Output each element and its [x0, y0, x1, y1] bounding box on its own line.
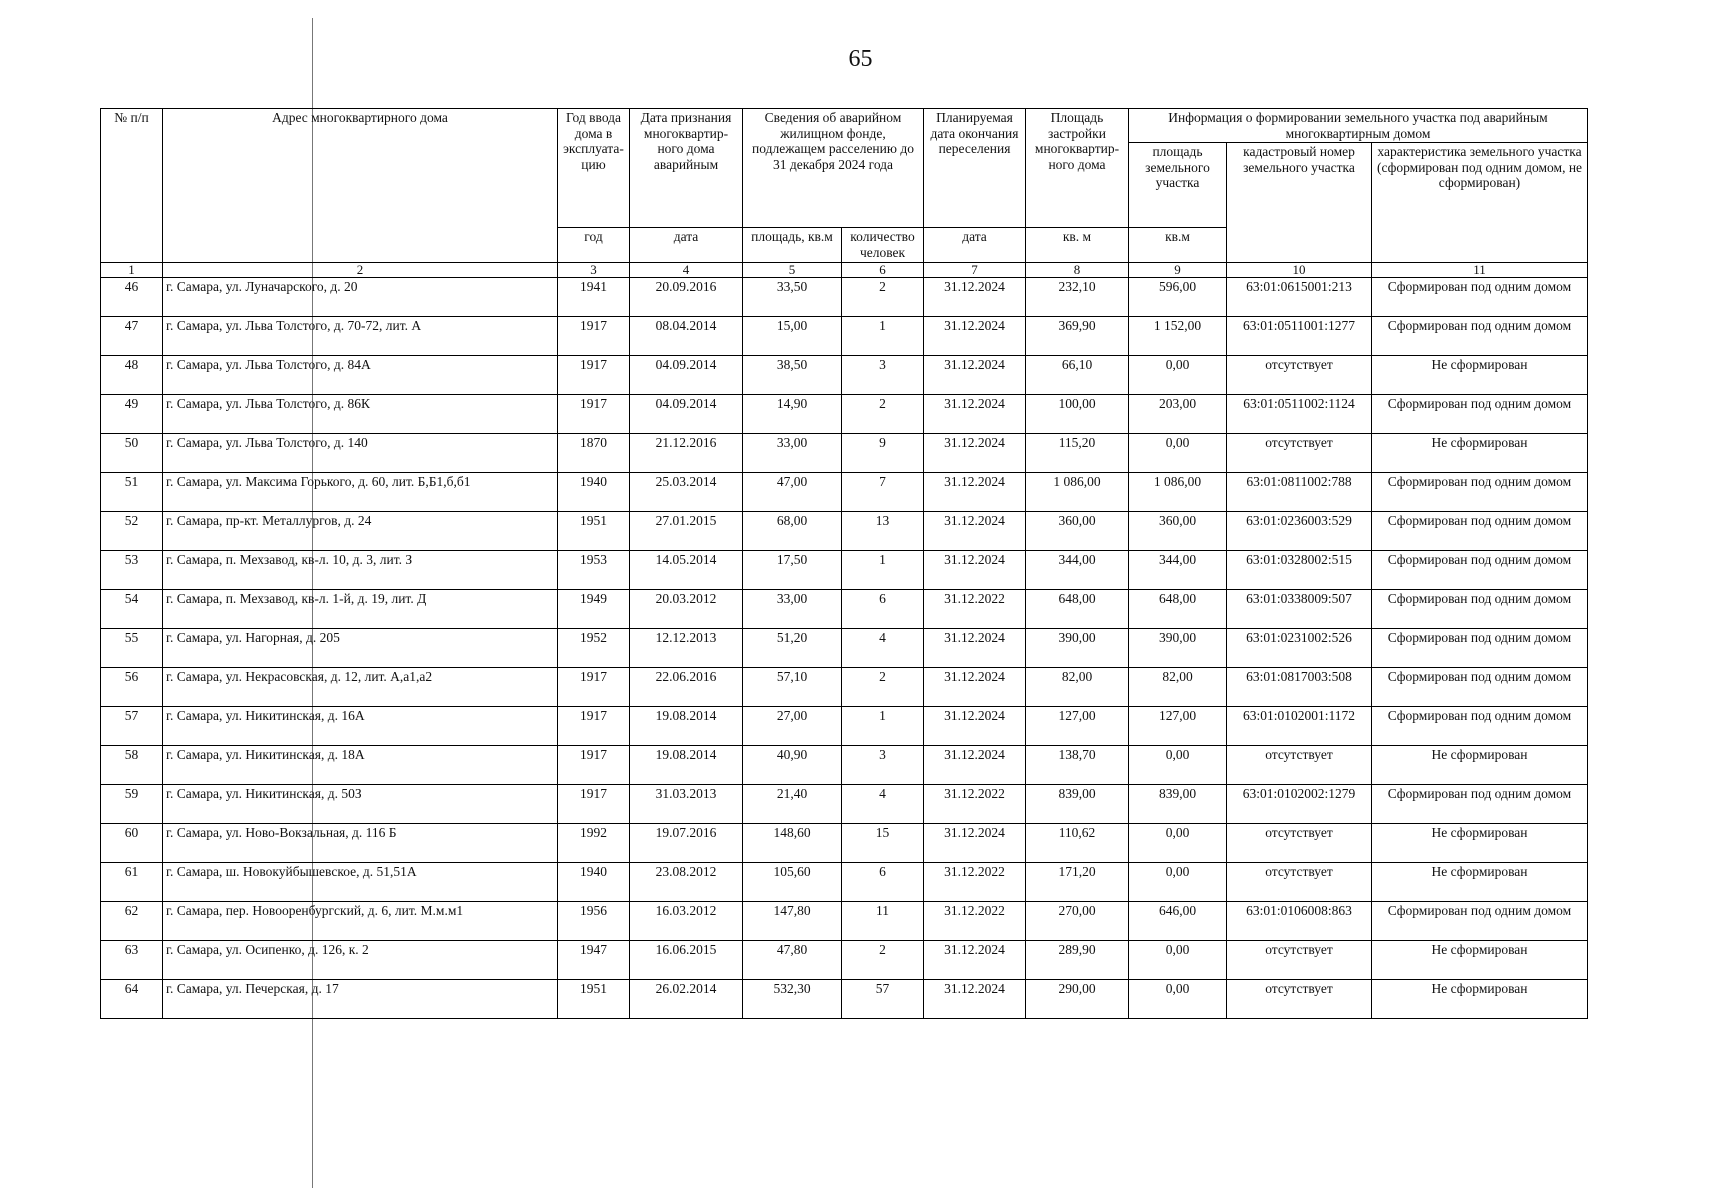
table-row — [101, 668, 1588, 707]
area: 33,00 — [743, 434, 842, 473]
area: 147,80 — [743, 902, 842, 941]
area: 38,50 — [743, 356, 842, 395]
building-area: 344,00 — [1026, 551, 1129, 590]
land-area: 127,00 — [1129, 707, 1227, 746]
table-row — [101, 863, 1588, 902]
year-commissioned: 1917 — [558, 356, 630, 395]
resettlement-date: 31.12.2022 — [924, 590, 1026, 629]
address: г. Самара, ул. Осипенко, д. 126, к. 2 — [163, 941, 558, 980]
cadastral-number: отсутствует — [1227, 980, 1372, 1019]
emergency-date: 20.09.2016 — [630, 278, 743, 317]
area: 105,60 — [743, 863, 842, 902]
column-number: 5 — [743, 263, 842, 278]
cadastral-number: 63:01:0817003:508 — [1227, 668, 1372, 707]
header-address: Адрес многоквартирного дома — [163, 109, 558, 228]
unit-resettlement-date: дата — [924, 228, 1026, 263]
land-area: 344,00 — [1129, 551, 1227, 590]
land-characteristic: Не сформирован — [1372, 980, 1588, 1019]
land-characteristic: Сформирован под одним домом — [1372, 668, 1588, 707]
year-commissioned: 1951 — [558, 980, 630, 1019]
unit-num — [101, 228, 163, 263]
address: г. Самара, ул. Ново-Вокзальная, д. 116 Б — [163, 824, 558, 863]
year-commissioned: 1917 — [558, 707, 630, 746]
resettlement-date: 31.12.2024 — [924, 707, 1026, 746]
unit-area: площадь, кв.м — [743, 228, 842, 263]
address: г. Самара, ул. Льва Толстого, д. 140 — [163, 434, 558, 473]
people-count: 15 — [842, 824, 924, 863]
header-cadastral: кадастровый номер земельного участка — [1227, 143, 1372, 228]
column-number: 8 — [1026, 263, 1129, 278]
land-characteristic: Сформирован под одним домом — [1372, 707, 1588, 746]
table-row — [101, 824, 1588, 863]
address: г. Самара, ул. Никитинская, д. 18А — [163, 746, 558, 785]
cadastral-number: 63:01:0236003:529 — [1227, 512, 1372, 551]
resettlement-date: 31.12.2024 — [924, 434, 1026, 473]
header-emergency-date: Дата признания многоквартир-ного дома аварийным — [630, 109, 743, 228]
cadastral-number: 63:01:0811002:788 — [1227, 473, 1372, 512]
header-land-area: площадь земельного участка — [1129, 143, 1227, 228]
address: г. Самара, п. Мехзавод, кв-л. 10, д. 3, лит. З — [163, 551, 558, 590]
row-number: 47 — [101, 317, 163, 356]
cadastral-number: 63:01:0231002:526 — [1227, 629, 1372, 668]
building-area: 360,00 — [1026, 512, 1129, 551]
land-area: 0,00 — [1129, 980, 1227, 1019]
building-area: 1 086,00 — [1026, 473, 1129, 512]
land-area: 0,00 — [1129, 356, 1227, 395]
people-count: 7 — [842, 473, 924, 512]
emergency-date: 08.04.2014 — [630, 317, 743, 356]
area: 15,00 — [743, 317, 842, 356]
cadastral-number: 63:01:0511002:1124 — [1227, 395, 1372, 434]
people-count: 6 — [842, 590, 924, 629]
table-row — [101, 395, 1588, 434]
column-number: 9 — [1129, 263, 1227, 278]
people-count: 6 — [842, 863, 924, 902]
unit-people: количество человек — [842, 228, 924, 263]
people-count: 1 — [842, 707, 924, 746]
cadastral-number: отсутствует — [1227, 356, 1372, 395]
row-number: 59 — [101, 785, 163, 824]
emergency-date: 14.05.2014 — [630, 551, 743, 590]
resettlement-date: 31.12.2024 — [924, 629, 1026, 668]
land-area: 648,00 — [1129, 590, 1227, 629]
land-area: 390,00 — [1129, 629, 1227, 668]
year-commissioned: 1947 — [558, 941, 630, 980]
area: 21,40 — [743, 785, 842, 824]
emergency-date: 19.08.2014 — [630, 707, 743, 746]
cadastral-number: 63:01:0511001:1277 — [1227, 317, 1372, 356]
land-area: 0,00 — [1129, 434, 1227, 473]
land-characteristic: Сформирован под одним домом — [1372, 629, 1588, 668]
cadastral-number: 63:01:0328002:515 — [1227, 551, 1372, 590]
emergency-date: 04.09.2014 — [630, 395, 743, 434]
building-area: 66,10 — [1026, 356, 1129, 395]
people-count: 3 — [842, 746, 924, 785]
land-characteristic: Сформирован под одним домом — [1372, 512, 1588, 551]
area: 47,80 — [743, 941, 842, 980]
resettlement-date: 31.12.2024 — [924, 317, 1026, 356]
land-characteristic: Сформирован под одним домом — [1372, 590, 1588, 629]
table-body — [101, 278, 1588, 1019]
people-count: 11 — [842, 902, 924, 941]
emergency-date: 12.12.2013 — [630, 629, 743, 668]
area: 57,10 — [743, 668, 842, 707]
header-resettlement-date: Планируемая дата окончания переселения — [924, 109, 1026, 228]
address: г. Самара, ул. Печерская, д. 17 — [163, 980, 558, 1019]
year-commissioned: 1917 — [558, 668, 630, 707]
address: г. Самара, ул. Льва Толстого, д. 86К — [163, 395, 558, 434]
unit-year: год — [558, 228, 630, 263]
table-row — [101, 746, 1588, 785]
year-commissioned: 1949 — [558, 590, 630, 629]
emergency-date: 04.09.2014 — [630, 356, 743, 395]
resettlement-date: 31.12.2024 — [924, 551, 1026, 590]
year-commissioned: 1952 — [558, 629, 630, 668]
unit-address — [163, 228, 558, 263]
cadastral-number: 63:01:0102002:1279 — [1227, 785, 1372, 824]
address: г. Самара, ул. Льва Толстого, д. 84А — [163, 356, 558, 395]
address: г. Самара, ул. Никитинская, д. 16А — [163, 707, 558, 746]
people-count: 3 — [842, 356, 924, 395]
header-land-info: Информация о формировании земельного участка под аварийным многоквартирным домом — [1129, 109, 1588, 143]
resettlement-date: 31.12.2024 — [924, 668, 1026, 707]
year-commissioned: 1951 — [558, 512, 630, 551]
land-characteristic: Сформирован под одним домом — [1372, 902, 1588, 941]
building-area: 127,00 — [1026, 707, 1129, 746]
emergency-date: 22.06.2016 — [630, 668, 743, 707]
resettlement-date: 31.12.2024 — [924, 395, 1026, 434]
page-number: 65 — [848, 46, 873, 72]
people-count: 57 — [842, 980, 924, 1019]
row-number: 48 — [101, 356, 163, 395]
year-commissioned: 1870 — [558, 434, 630, 473]
land-characteristic: Не сформирован — [1372, 356, 1588, 395]
people-count: 13 — [842, 512, 924, 551]
building-area: 138,70 — [1026, 746, 1129, 785]
land-characteristic: Не сформирован — [1372, 941, 1588, 980]
address: г. Самара, ул. Максима Горького, д. 60, лит. Б,Б1,б,б1 — [163, 473, 558, 512]
address: г. Самара, пр-кт. Металлургов, д. 24 — [163, 512, 558, 551]
building-area: 115,20 — [1026, 434, 1129, 473]
emergency-date: 16.06.2015 — [630, 941, 743, 980]
land-characteristic: Не сформирован — [1372, 863, 1588, 902]
building-area: 171,20 — [1026, 863, 1129, 902]
resettlement-date: 31.12.2024 — [924, 278, 1026, 317]
address: г. Самара, ул. Некрасовская, д. 12, лит. А,а1,а2 — [163, 668, 558, 707]
table-row — [101, 512, 1588, 551]
land-characteristic: Сформирован под одним домом — [1372, 785, 1588, 824]
address: г. Самара, п. Мехзавод, кв-л. 1-й, д. 19, лит. Д — [163, 590, 558, 629]
land-characteristic: Не сформирован — [1372, 824, 1588, 863]
year-commissioned: 1992 — [558, 824, 630, 863]
year-commissioned: 1940 — [558, 473, 630, 512]
table-row — [101, 317, 1588, 356]
building-area: 110,62 — [1026, 824, 1129, 863]
address: г. Самара, пер. Новооренбургский, д. 6, лит. М.м.м1 — [163, 902, 558, 941]
emergency-date: 19.07.2016 — [630, 824, 743, 863]
cadastral-number: 63:01:0106008:863 — [1227, 902, 1372, 941]
cadastral-number: отсутствует — [1227, 941, 1372, 980]
people-count: 2 — [842, 668, 924, 707]
land-area: 1 086,00 — [1129, 473, 1227, 512]
emergency-date: 27.01.2015 — [630, 512, 743, 551]
row-number: 56 — [101, 668, 163, 707]
area: 17,50 — [743, 551, 842, 590]
building-area: 232,10 — [1026, 278, 1129, 317]
land-area: 0,00 — [1129, 941, 1227, 980]
unit-emergency-date: дата — [630, 228, 743, 263]
year-commissioned: 1917 — [558, 746, 630, 785]
area: 40,90 — [743, 746, 842, 785]
table-row — [101, 590, 1588, 629]
resettlement-date: 31.12.2024 — [924, 746, 1026, 785]
table-row — [101, 434, 1588, 473]
area: 47,00 — [743, 473, 842, 512]
land-characteristic: Сформирован под одним домом — [1372, 473, 1588, 512]
land-area: 0,00 — [1129, 863, 1227, 902]
resettlement-date: 31.12.2022 — [924, 902, 1026, 941]
building-area: 648,00 — [1026, 590, 1129, 629]
row-number: 64 — [101, 980, 163, 1019]
row-number: 46 — [101, 278, 163, 317]
area: 27,00 — [743, 707, 842, 746]
cadastral-number: отсутствует — [1227, 824, 1372, 863]
table-row — [101, 941, 1588, 980]
table-row — [101, 902, 1588, 941]
people-count: 4 — [842, 785, 924, 824]
emergency-date: 23.08.2012 — [630, 863, 743, 902]
emergency-date: 21.12.2016 — [630, 434, 743, 473]
resettlement-date: 31.12.2024 — [924, 512, 1026, 551]
cadastral-number: отсутствует — [1227, 863, 1372, 902]
emergency-date: 19.08.2014 — [630, 746, 743, 785]
unit-land-area: кв.м — [1129, 228, 1227, 263]
table-row — [101, 785, 1588, 824]
table-row — [101, 629, 1588, 668]
land-characteristic: Не сформирован — [1372, 434, 1588, 473]
table-row — [101, 551, 1588, 590]
people-count: 2 — [842, 395, 924, 434]
land-area: 646,00 — [1129, 902, 1227, 941]
building-area: 390,00 — [1026, 629, 1129, 668]
cadastral-number: отсутствует — [1227, 746, 1372, 785]
land-characteristic: Сформирован под одним домом — [1372, 278, 1588, 317]
building-area: 289,90 — [1026, 941, 1129, 980]
building-area: 100,00 — [1026, 395, 1129, 434]
people-count: 2 — [842, 278, 924, 317]
column-number: 11 — [1372, 263, 1588, 278]
land-area: 839,00 — [1129, 785, 1227, 824]
column-number: 7 — [924, 263, 1026, 278]
emergency-date: 26.02.2014 — [630, 980, 743, 1019]
area: 33,00 — [743, 590, 842, 629]
year-commissioned: 1953 — [558, 551, 630, 590]
land-characteristic: Сформирован под одним домом — [1372, 317, 1588, 356]
resettlement-date: 31.12.2024 — [924, 473, 1026, 512]
emergency-date: 16.03.2012 — [630, 902, 743, 941]
column-number: 3 — [558, 263, 630, 278]
resettlement-date: 31.12.2024 — [924, 980, 1026, 1019]
land-characteristic: Сформирован под одним домом — [1372, 551, 1588, 590]
resettlement-date: 31.12.2022 — [924, 785, 1026, 824]
land-characteristic: Не сформирован — [1372, 746, 1588, 785]
table-row — [101, 356, 1588, 395]
land-area: 0,00 — [1129, 746, 1227, 785]
land-area: 360,00 — [1129, 512, 1227, 551]
table-row — [101, 473, 1588, 512]
column-number: 1 — [101, 263, 163, 278]
building-area: 270,00 — [1026, 902, 1129, 941]
header-year: Год ввода дома в эксплуата-цию — [558, 109, 630, 228]
row-number: 63 — [101, 941, 163, 980]
address: г. Самара, ул. Льва Толстого, д. 70-72, лит. А — [163, 317, 558, 356]
area: 14,90 — [743, 395, 842, 434]
building-area: 82,00 — [1026, 668, 1129, 707]
people-count: 9 — [842, 434, 924, 473]
emergency-housing-table — [100, 108, 1588, 1019]
row-number: 54 — [101, 590, 163, 629]
row-number: 49 — [101, 395, 163, 434]
year-commissioned: 1941 — [558, 278, 630, 317]
year-commissioned: 1917 — [558, 395, 630, 434]
table-row — [101, 278, 1588, 317]
land-characteristic: Сформирован под одним домом — [1372, 395, 1588, 434]
building-area: 839,00 — [1026, 785, 1129, 824]
header-housing-info: Сведения об аварийном жилищном фонде, подлежащем расселению до 31 декабря 2024 года — [743, 109, 924, 228]
row-number: 62 — [101, 902, 163, 941]
building-area: 369,90 — [1026, 317, 1129, 356]
cadastral-number: 63:01:0615001:213 — [1227, 278, 1372, 317]
row-number: 50 — [101, 434, 163, 473]
unit-building-area: кв. м — [1026, 228, 1129, 263]
row-number: 51 — [101, 473, 163, 512]
address: г. Самара, ш. Новокуйбышевское, д. 51,51А — [163, 863, 558, 902]
column-number: 2 — [163, 263, 558, 278]
area: 33,50 — [743, 278, 842, 317]
row-number: 52 — [101, 512, 163, 551]
column-numbers-row — [101, 263, 1588, 278]
table-row — [101, 707, 1588, 746]
land-area: 203,00 — [1129, 395, 1227, 434]
header-building-area: Площадь застройки многоквартир-ного дома — [1026, 109, 1129, 228]
column-number: 4 — [630, 263, 743, 278]
land-area: 1 152,00 — [1129, 317, 1227, 356]
emergency-date: 31.03.2013 — [630, 785, 743, 824]
column-number: 6 — [842, 263, 924, 278]
unit-cadastral — [1227, 228, 1372, 263]
area: 68,00 — [743, 512, 842, 551]
year-commissioned: 1917 — [558, 317, 630, 356]
row-number: 58 — [101, 746, 163, 785]
resettlement-date: 31.12.2024 — [924, 824, 1026, 863]
area: 532,30 — [743, 980, 842, 1019]
row-number: 55 — [101, 629, 163, 668]
year-commissioned: 1940 — [558, 863, 630, 902]
unit-characteristic — [1372, 228, 1588, 263]
address: г. Самара, ул. Луначарского, д. 20 — [163, 278, 558, 317]
year-commissioned: 1956 — [558, 902, 630, 941]
land-area: 596,00 — [1129, 278, 1227, 317]
address: г. Самара, ул. Нагорная, д. 205 — [163, 629, 558, 668]
people-count: 1 — [842, 317, 924, 356]
cadastral-number: отсутствует — [1227, 434, 1372, 473]
area: 51,20 — [743, 629, 842, 668]
people-count: 4 — [842, 629, 924, 668]
building-area: 290,00 — [1026, 980, 1129, 1019]
year-commissioned: 1917 — [558, 785, 630, 824]
cadastral-number: 63:01:0338009:507 — [1227, 590, 1372, 629]
emergency-date: 20.03.2012 — [630, 590, 743, 629]
people-count: 1 — [842, 551, 924, 590]
header-characteristic: характеристика земельного участка (сформирован под одним домом, не сформирован) — [1372, 143, 1588, 228]
cadastral-number: 63:01:0102001:1172 — [1227, 707, 1372, 746]
table-row — [101, 980, 1588, 1019]
land-area: 82,00 — [1129, 668, 1227, 707]
resettlement-date: 31.12.2024 — [924, 941, 1026, 980]
header-num: № п/п — [101, 109, 163, 228]
land-area: 0,00 — [1129, 824, 1227, 863]
row-number: 60 — [101, 824, 163, 863]
area: 148,60 — [743, 824, 842, 863]
resettlement-date: 31.12.2024 — [924, 356, 1026, 395]
row-number: 61 — [101, 863, 163, 902]
column-number: 10 — [1227, 263, 1372, 278]
row-number: 57 — [101, 707, 163, 746]
emergency-date: 25.03.2014 — [630, 473, 743, 512]
resettlement-date: 31.12.2022 — [924, 863, 1026, 902]
people-count: 2 — [842, 941, 924, 980]
row-number: 53 — [101, 551, 163, 590]
address: г. Самара, ул. Никитинская, д. 50З — [163, 785, 558, 824]
